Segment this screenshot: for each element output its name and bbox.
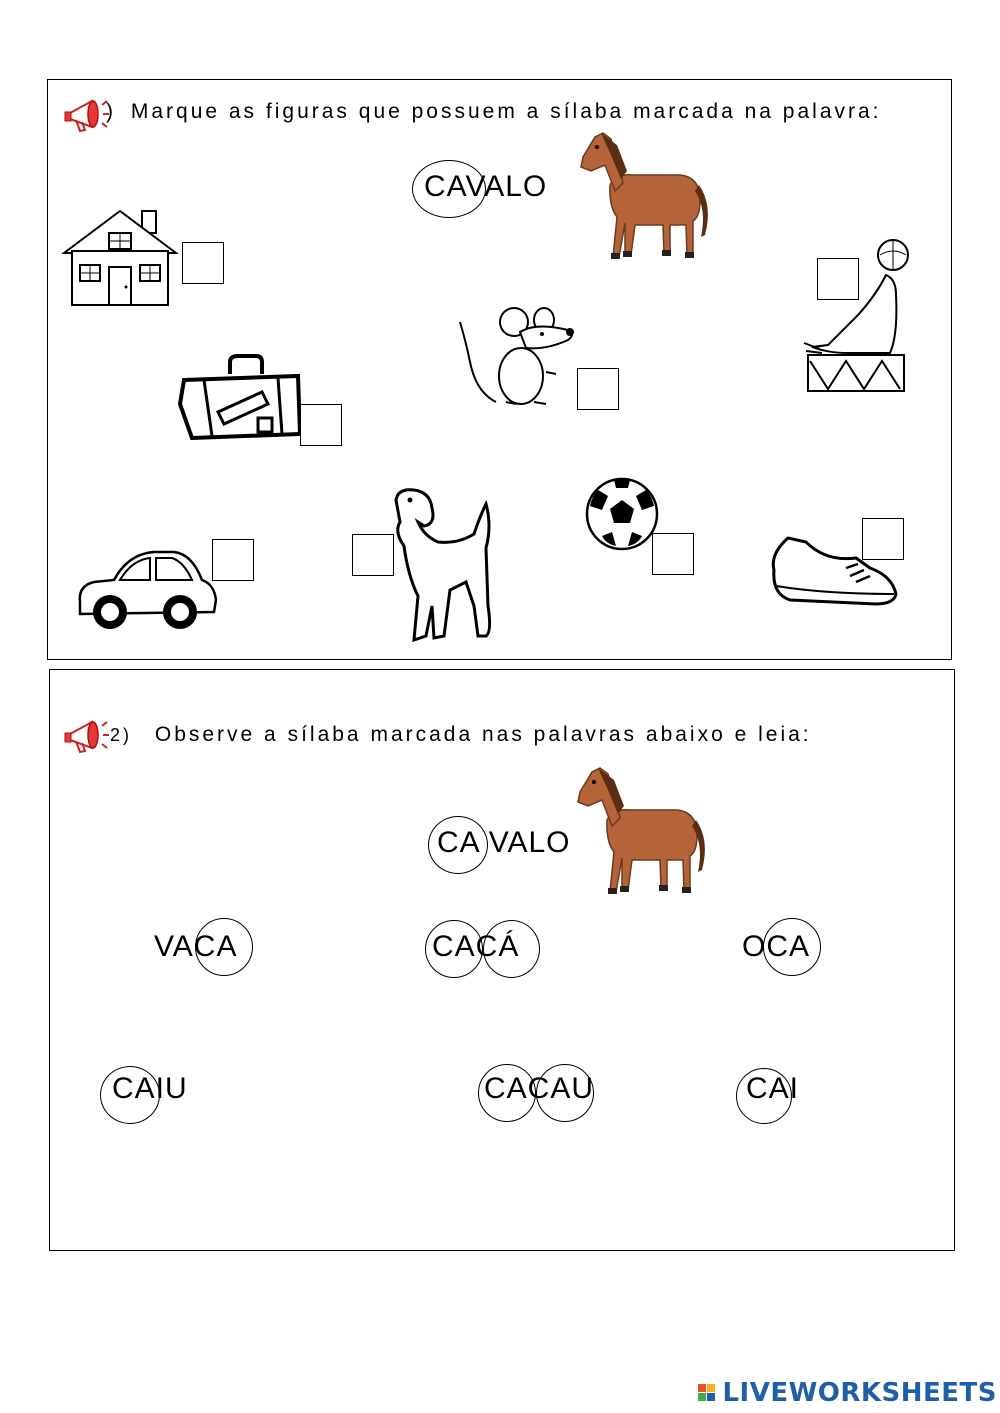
model-syllable: CA xyxy=(437,826,481,859)
mouse-image xyxy=(456,302,586,412)
syllable-circle xyxy=(425,920,483,978)
model-word-1 xyxy=(424,170,547,204)
syllable-circle xyxy=(478,1064,536,1122)
checkbox-suitcase[interactable] xyxy=(300,404,342,446)
car-image xyxy=(74,540,220,636)
checkbox-shoe[interactable] xyxy=(862,518,904,560)
checkbox-soccer-ball[interactable] xyxy=(652,533,694,575)
checkbox-mouse[interactable] xyxy=(577,368,619,410)
checkbox-house[interactable] xyxy=(182,242,224,284)
logo-icon xyxy=(698,1384,718,1402)
exercise-1-number: ) xyxy=(106,100,116,123)
megaphone-icon xyxy=(62,712,110,758)
logo-text: LIVEWORKSHEETS xyxy=(722,1378,997,1408)
megaphone-icon xyxy=(62,93,110,135)
liveworksheets-logo xyxy=(698,1378,997,1408)
word-vaca: VACA xyxy=(154,930,238,963)
syllable-circle xyxy=(100,1066,160,1124)
syllable-circle xyxy=(736,1068,792,1124)
exercise-2-instruction: Observe a sílaba marcada nas palavras abaixo e leia: xyxy=(154,723,812,746)
exercise-1-instruction: Marque as figuras que possuem a sílaba marcada na palavra: xyxy=(130,100,882,123)
model-syllable: CA xyxy=(424,170,466,203)
exercise-2-number: 2) xyxy=(110,725,133,745)
word-cai: CAI xyxy=(746,1072,800,1105)
dog-image xyxy=(388,486,500,644)
word-caiu: CAIU xyxy=(112,1072,188,1105)
syllable-circle xyxy=(483,920,540,978)
syllable-circle xyxy=(195,918,253,976)
model-rest: VALO xyxy=(465,170,548,203)
house-image xyxy=(60,207,180,307)
checkbox-dog[interactable] xyxy=(352,534,394,576)
model-word-2 xyxy=(437,826,571,860)
model-rest: VALO xyxy=(488,826,571,859)
word-oca: OCA xyxy=(742,930,811,963)
checkbox-seal[interactable] xyxy=(817,258,859,300)
word-caca: CACÁ xyxy=(432,930,520,963)
horse-image xyxy=(575,125,715,265)
checkbox-car[interactable] xyxy=(212,539,254,581)
horse-image xyxy=(572,760,712,900)
suitcase-image xyxy=(178,354,304,440)
syllable-circle xyxy=(536,1064,594,1122)
syllable-circle xyxy=(763,918,821,976)
word-cacau: CACAU xyxy=(484,1072,595,1105)
soccer-ball-image xyxy=(584,476,660,552)
